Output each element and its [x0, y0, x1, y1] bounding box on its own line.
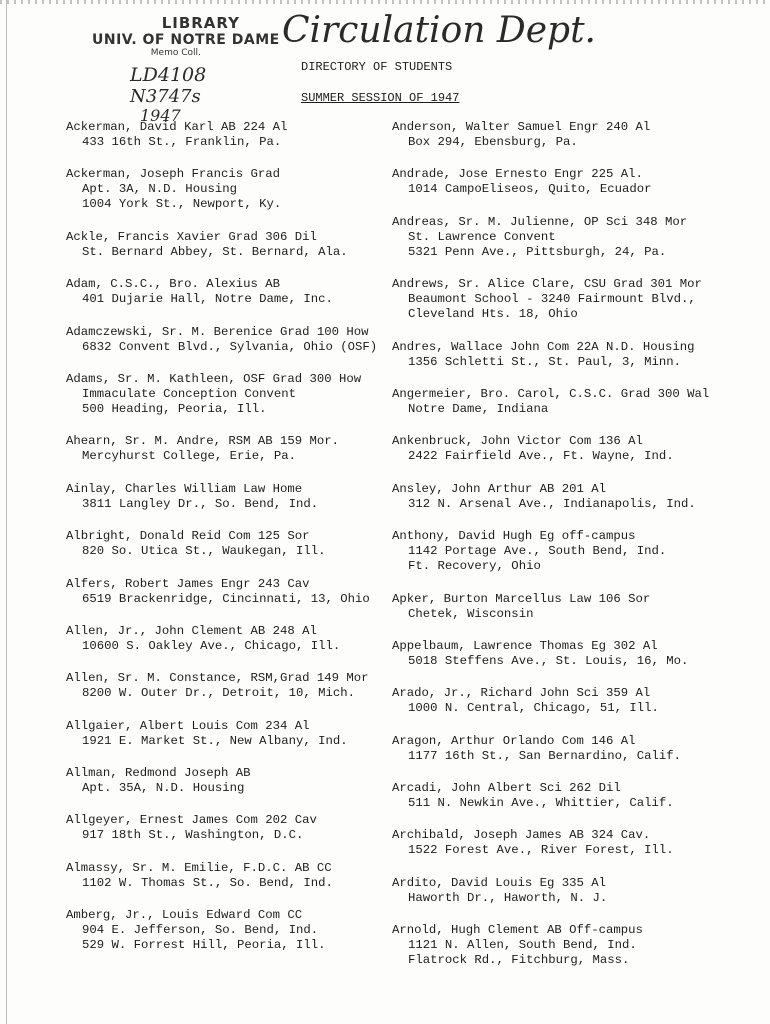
entry-address-line: 3811 Langley Dr., So. Bend, Ind.	[82, 496, 319, 511]
directory-entry	[392, 482, 762, 512]
entry-name-line: Angermeier, Bro. Carol, C.S.C. Grad 300 Wal	[392, 386, 710, 401]
entry-address-line: 401 Dujarie Hall, Notre Dame, Inc.	[82, 292, 333, 307]
directory-entry	[392, 828, 762, 858]
entry-name-line: Ankenbruck, John Victor Com 136 Al	[392, 434, 643, 449]
entry-address-line: Apt. 3A, N.D. Housing	[82, 182, 237, 197]
entry-name-line: Anderson, Walter Samuel Engr 240 Al	[392, 120, 651, 134]
entry-name-line: Allen, Jr., John Clement AB 248 Al	[66, 623, 317, 638]
entry-name-line: Ackerman, David Karl AB 224 Al	[66, 120, 288, 134]
directory-entry	[66, 861, 396, 891]
entry-address-line: 511 N. Newkin Ave., Whittier, Calif.	[408, 796, 674, 811]
entry-address-line: 2422 Fairfield Ave., Ft. Wayne, Ind.	[408, 449, 674, 464]
entry-name-line: Anthony, David Hugh Eg off-campus	[392, 529, 636, 544]
stamp-line-collection: Memo Coll.	[150, 48, 201, 58]
directory-entry	[392, 923, 762, 968]
library-stamp	[92, 14, 280, 58]
directory-entry	[392, 686, 762, 716]
directory-entry	[66, 577, 396, 607]
entry-name-line: Amberg, Jr., Louis Edward Com CC	[66, 908, 303, 923]
entry-name-line: Andres, Wallace John Com 22A N.D. Housing	[392, 339, 695, 354]
entry-address-line: Immaculate Conception Convent	[82, 386, 297, 401]
entry-address-line: Haworth Dr., Haworth, N. J.	[408, 890, 608, 905]
entry-name-line: Ackle, Francis Xavier Grad 306 Dil	[66, 229, 317, 244]
directory-entry	[392, 876, 762, 906]
directory-entry	[66, 813, 396, 843]
entry-address-line: 1004 York St., Newport, Ky.	[82, 197, 282, 212]
entry-address-line: 820 So. Utica St., Waukegan, Ill.	[82, 544, 326, 559]
directory-entry	[392, 277, 762, 322]
entry-name-line: Andrade, Jose Ernesto Engr 225 Al.	[392, 167, 643, 182]
entry-address-line: 500 Heading, Peoria, Ill.	[82, 401, 267, 416]
entry-name-line: Archibald, Joseph James AB 324 Cav.	[392, 828, 651, 843]
entry-name-line: Apker, Burton Marcellus Law 106 Sor	[392, 591, 651, 606]
directory-entry	[392, 167, 762, 197]
handwritten-call-number-2: N3747s	[130, 86, 201, 107]
entry-address-line: 6832 Convent Blvd., Sylvania, Ohio (OSF)	[82, 339, 378, 354]
directory-entry	[66, 766, 396, 796]
directory-entry	[66, 482, 396, 512]
entry-name-line: Andreas, Sr. M. Julienne, OP Sci 348 Mor	[392, 214, 688, 229]
directory-entry	[66, 529, 396, 559]
document-title: DIRECTORY OF STUDENTS	[301, 60, 453, 74]
entry-address-line: Chetek, Wisconsin	[408, 606, 534, 621]
page-left-edge	[0, 0, 7, 1024]
directory-entry	[392, 387, 762, 417]
entry-name-line: Adam, C.S.C., Bro. Alexius AB	[66, 277, 281, 292]
directory-entry	[66, 624, 396, 654]
directory-entry	[66, 434, 396, 464]
directory-entry	[66, 325, 396, 355]
directory-entry	[392, 592, 762, 622]
entry-name-line: Ansley, John Arthur AB 201 Al	[392, 481, 607, 496]
entry-address-line: St. Bernard Abbey, St. Bernard, Ala.	[82, 244, 348, 259]
directory-entry	[392, 734, 762, 764]
directory-entry	[392, 120, 762, 150]
entry-address-line: Apt. 35A, N.D. Housing	[82, 781, 245, 796]
page-top-edge	[0, 0, 770, 4]
entry-address-line: 1921 E. Market St., New Albany, Ind.	[82, 733, 348, 748]
directory-entry	[66, 908, 396, 953]
entry-address-line: 8200 W. Outer Dr., Detroit, 10, Mich.	[82, 686, 356, 701]
entry-name-line: Allgaier, Albert Louis Com 234 Al	[66, 718, 310, 733]
entry-name-line: Andrews, Sr. Alice Clare, CSU Grad 301 Mor	[392, 277, 702, 292]
directory-entry	[392, 639, 762, 669]
entry-address-line: St. Lawrence Convent	[408, 229, 556, 244]
entry-name-line: Albright, Donald Reid Com 125 Sor	[66, 529, 310, 544]
entry-name-line: Ardito, David Louis Eg 335 Al	[392, 875, 607, 890]
directory-entry	[66, 120, 396, 150]
entry-address-line: Ft. Recovery, Ohio	[408, 559, 541, 574]
directory-entry	[66, 277, 396, 307]
entry-address-line: 5018 Steffens Ave., St. Louis, 16, Mo.	[408, 653, 689, 668]
entry-name-line: Adams, Sr. M. Kathleen, OSF Grad 300 How	[66, 371, 362, 386]
entry-address-line: 6519 Brackenridge, Cincinnati, 13, Ohio	[82, 591, 370, 606]
entry-name-line: Allen, Sr. M. Constance, RSM,Grad 149 Mor	[66, 671, 369, 686]
entry-name-line: Arado, Jr., Richard John Sci 359 Al	[392, 686, 651, 701]
handwritten-department: Circulation Dept.	[282, 10, 596, 51]
directory-entry	[392, 781, 762, 811]
directory-entry	[392, 529, 762, 574]
directory-column-left	[66, 120, 396, 971]
entry-name-line: Allman, Redmond Joseph AB	[66, 766, 251, 781]
stamp-line-university: UNIV. OF NOTRE DAME	[92, 32, 280, 48]
entry-address-line: 1177 16th St., San Bernardino, Calif.	[408, 748, 682, 763]
entry-name-line: Aragon, Arthur Orlando Com 146 Al	[392, 733, 636, 748]
entry-name-line: Appelbaum, Lawrence Thomas Eg 302 Al	[392, 638, 658, 653]
entry-address-line: 1356 Schletti St., St. Paul, 3, Minn.	[408, 354, 682, 369]
entry-name-line: Almassy, Sr. M. Emilie, F.D.C. AB CC	[66, 860, 332, 875]
stamp-line-library: LIBRARY	[161, 14, 241, 32]
entry-name-line: Ackerman, Joseph Francis Grad	[66, 167, 281, 182]
entry-address-line: 1522 Forest Ave., River Forest, Ill.	[408, 843, 674, 858]
entry-address-line: 904 E. Jefferson, So. Bend, Ind.	[82, 923, 319, 938]
handwritten-call-number-1: LD4108	[130, 64, 207, 86]
entry-address-line: 5321 Penn Ave., Pittsburgh, 24, Pa.	[408, 244, 667, 259]
directory-entry	[392, 215, 762, 260]
directory-entry	[66, 167, 396, 212]
entry-address-line: Notre Dame, Indiana	[408, 401, 549, 416]
directory-entry	[392, 434, 762, 464]
entry-address-line: Cleveland Hts. 18, Ohio	[408, 307, 578, 322]
entry-name-line: Alfers, Robert James Engr 243 Cav	[66, 576, 310, 591]
entry-name-line: Arcadi, John Albert Sci 262 Dil	[392, 781, 621, 796]
directory-entry	[66, 719, 396, 749]
session-title: SUMMER SESSION OF 1947	[301, 91, 460, 105]
directory-entry	[66, 230, 396, 260]
directory-column-right	[392, 120, 762, 986]
entry-name-line: Adamczewski, Sr. M. Berenice Grad 100 How	[66, 324, 369, 339]
entry-name-line: Allgeyer, Ernest James Com 202 Cav	[66, 813, 317, 828]
entry-address-line: Mercyhurst College, Erie, Pa.	[82, 449, 297, 464]
entry-address-line: 433 16th St., Franklin, Pa.	[82, 135, 282, 149]
entry-address-line: 312 N. Arsenal Ave., Indianapolis, Ind.	[408, 496, 696, 511]
entry-address-line: 1102 W. Thomas St., So. Bend, Ind.	[82, 875, 333, 890]
entry-name-line: Ainlay, Charles William Law Home	[66, 481, 303, 496]
entry-address-line: Beaumont School - 3240 Fairmount Blvd.,	[408, 292, 696, 307]
entry-name-line: Arnold, Hugh Clement AB Off-campus	[392, 923, 643, 938]
entry-address-line: 1014 CampoEliseos, Quito, Ecuador	[408, 182, 652, 197]
entry-address-line: 10600 S. Oakley Ave., Chicago, Ill.	[82, 638, 341, 653]
entry-address-line: 1121 N. Allen, South Bend, Ind.	[408, 938, 637, 953]
entry-address-line: 917 18th St., Washington, D.C.	[82, 828, 304, 843]
entry-address-line: Flatrock Rd., Fitchburg, Mass.	[408, 953, 630, 968]
directory-entry	[66, 671, 396, 701]
directory-entry	[66, 372, 396, 417]
entry-address-line: 529 W. Forrest Hill, Peoria, Ill.	[82, 938, 326, 953]
entry-address-line: Box 294, Ebensburg, Pa.	[408, 135, 578, 149]
entry-address-line: 1000 N. Central, Chicago, 51, Ill.	[408, 701, 659, 716]
handwritten-year: 1947	[140, 106, 181, 125]
directory-entry	[392, 340, 762, 370]
entry-address-line: 1142 Portage Ave., South Bend, Ind.	[408, 544, 667, 559]
entry-name-line: Ahearn, Sr. M. Andre, RSM AB 159 Mor.	[66, 434, 340, 449]
